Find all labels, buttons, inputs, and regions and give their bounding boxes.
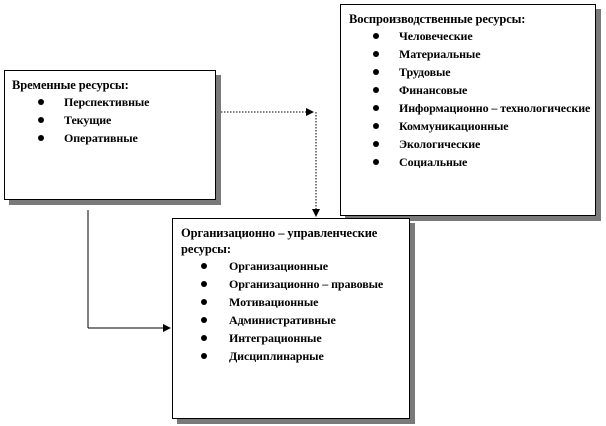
list-item: [349, 136, 595, 152]
bullet-icon: [373, 141, 379, 147]
temporal-resources-box: [4, 70, 216, 200]
bullet-icon: [201, 281, 207, 287]
list-item: [12, 94, 215, 110]
bullet-icon: [373, 105, 379, 111]
bullet-icon: [201, 335, 207, 341]
bullet-icon: [38, 117, 44, 123]
list-item: [181, 276, 409, 292]
organizational-resources-box: [172, 218, 410, 419]
bullet-icon: [373, 51, 379, 57]
bullet-icon: [201, 317, 207, 323]
list-item: [349, 82, 595, 98]
list-item: [349, 46, 595, 62]
temporal-resources-title: Временные ресурсы:: [12, 78, 129, 92]
reproductive-resources-box: [340, 4, 596, 216]
reproductive-resources-title: Воспроизводственные ресурсы:: [349, 12, 526, 26]
bullet-icon: [201, 299, 207, 305]
bullet-icon: [373, 123, 379, 129]
list-item: [181, 330, 409, 346]
bullet-icon: [373, 33, 379, 39]
list-item: [349, 100, 595, 116]
list-item-label: Административные: [229, 313, 336, 327]
bullet-icon: [201, 353, 207, 359]
organizational-resources-title: Организационно – управленческие ресурсы:: [181, 226, 378, 256]
bullet-icon: [38, 99, 44, 105]
list-item: [181, 312, 409, 328]
organizational-resources-list: [181, 258, 409, 364]
list-item-label: Организационно – правовые: [229, 277, 384, 291]
list-item-label: Дисциплинарные: [229, 349, 324, 363]
bullet-icon: [373, 87, 379, 93]
list-item: [181, 294, 409, 310]
list-item: [349, 64, 595, 80]
list-item: [181, 258, 409, 274]
list-item-label: Трудовые: [399, 65, 451, 79]
bullet-icon: [38, 135, 44, 141]
reproductive-resources-list: [349, 28, 595, 170]
list-item: [181, 348, 409, 364]
list-item-label: Человеческие: [399, 29, 473, 43]
list-item: [349, 154, 595, 170]
list-item-label: Перспективные: [64, 95, 150, 109]
bullet-icon: [373, 69, 379, 75]
list-item-label: Организационные: [229, 259, 328, 273]
bullet-icon: [373, 159, 379, 165]
list-item-label: Мотивационные: [229, 295, 319, 309]
list-item-label: Коммуникационные: [399, 119, 509, 133]
list-item: [12, 130, 215, 146]
list-item: [349, 28, 595, 44]
list-item-label: Экологические: [399, 137, 481, 151]
list-item: [12, 112, 215, 128]
list-item: [349, 118, 595, 134]
bullet-icon: [201, 263, 207, 269]
list-item-label: Информационно – технологические: [399, 101, 591, 115]
list-item-label: Социальные: [399, 155, 468, 169]
temporal-resources-list: [12, 94, 215, 146]
list-item-label: Интеграционные: [229, 331, 322, 345]
list-item-label: Оперативные: [64, 131, 138, 145]
list-item-label: Текущие: [64, 113, 112, 127]
list-item-label: Финансовые: [399, 83, 468, 97]
list-item-label: Материальные: [399, 47, 481, 61]
